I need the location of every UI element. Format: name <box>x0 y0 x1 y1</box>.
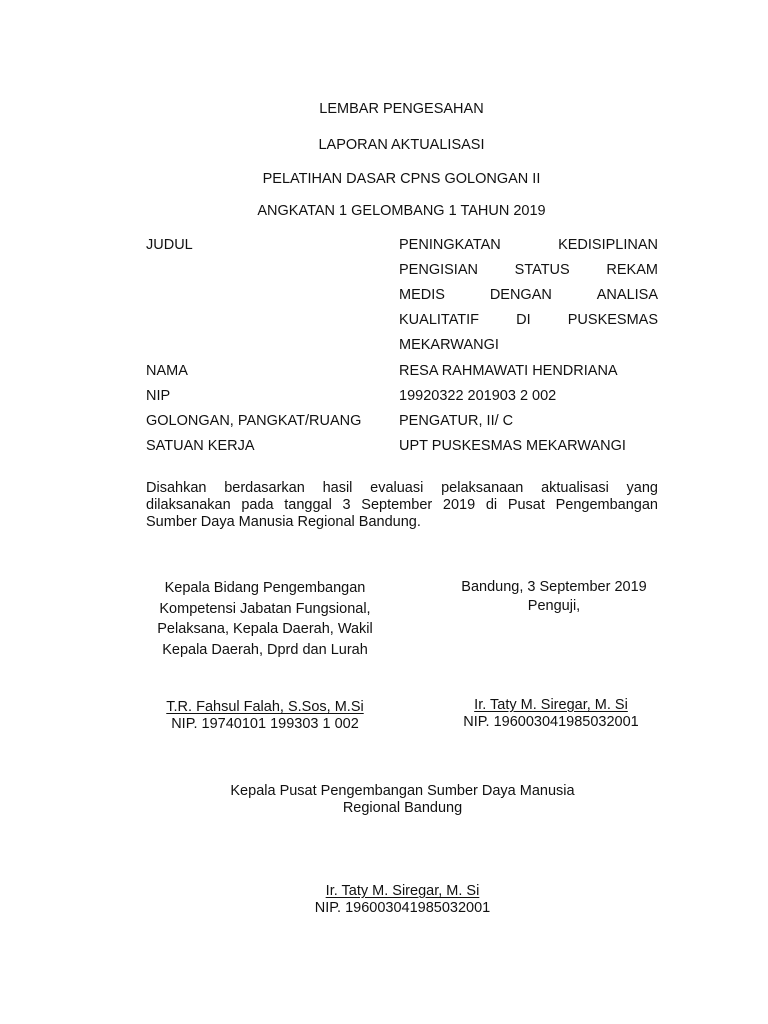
golongan-label: GOLONGAN, PANGKAT/RUANG <box>146 413 362 429</box>
signature-bottom <box>140 883 665 917</box>
signer-role: Penguji, <box>527 598 581 614</box>
statement-paragraph <box>146 480 658 531</box>
judul-word: MEDIS <box>399 287 445 303</box>
signer-nip: NIP. 19740101 199303 1 002 <box>171 716 359 732</box>
signature-left <box>145 699 385 733</box>
judul-word: REKAM <box>606 262 658 278</box>
nip-label: NIP <box>146 388 171 404</box>
batch-info: ANGKATAN 1 GELOMBANG 1 TAHUN 2019 <box>257 203 546 219</box>
satuan-kerja-label: SATUAN KERJA <box>146 438 255 454</box>
statement-line: Sumber Daya Manusia Regional Bandung. <box>146 514 421 530</box>
nip-value: 19920322 201903 2 002 <box>399 388 557 404</box>
statement-line: Disahkan berdasarkan hasil evaluasi pelaksanaan aktualisasi yang <box>146 480 658 496</box>
judul-word: KEDISIPLINAN <box>558 237 658 253</box>
judul-word: STATUS <box>514 262 570 278</box>
signer-name: Ir. Taty M. Siregar, M. Si <box>474 697 628 713</box>
report-type: LAPORAN AKTUALISASI <box>318 137 485 153</box>
nama-label: NAMA <box>146 363 188 379</box>
doc-title: LEMBAR PENGESAHAN <box>319 101 484 117</box>
judul-line-2 <box>399 262 658 278</box>
signature-bottom-title <box>140 783 665 817</box>
judul-word: DENGAN <box>489 287 552 303</box>
judul-word: DI <box>516 312 531 328</box>
signer-name: T.R. Fahsul Falah, S.Sos, M.Si <box>166 699 364 715</box>
title-line: Kepala Bidang Pengembangan <box>164 580 366 596</box>
judul-word: PENINGKATAN <box>399 237 501 253</box>
signature-right-title <box>440 578 668 616</box>
judul-word: PUSKESMAS <box>567 312 658 328</box>
signer-name: Ir. Taty M. Siregar, M. Si <box>325 883 480 899</box>
place-date: Bandung, 3 September 2019 <box>461 579 647 595</box>
judul-line-4 <box>399 312 658 328</box>
golongan-value: PENGATUR, II/ C <box>399 413 514 429</box>
training-name: PELATIHAN DASAR CPNS GOLONGAN II <box>262 171 541 187</box>
title-line: Kepala Daerah, Dprd dan Lurah <box>162 641 368 658</box>
judul-line-1 <box>399 237 658 253</box>
signer-nip: NIP. 196003041985032001 <box>463 714 639 730</box>
nama-value: RESA RAHMAWATI HENDRIANA <box>399 363 618 379</box>
title-line: Pelaksana, Kepala Daerah, Wakil <box>157 621 373 637</box>
title-line: Kepala Pusat Pengembangan Sumber Daya Manusia <box>230 783 575 799</box>
satuan-kerja-value: UPT PUSKESMAS MEKARWANGI <box>399 438 626 454</box>
judul-word: ANALISA <box>596 287 658 303</box>
title-line: Regional Bandung <box>342 800 463 816</box>
signer-nip: NIP. 196003041985032001 <box>314 900 491 916</box>
judul-line-5: MEKARWANGI <box>399 337 499 353</box>
statement-line: dilaksanakan pada tanggal 3 September 2019 di Pusat Pengembangan <box>146 497 658 513</box>
judul-word: PENGISIAN <box>399 262 478 278</box>
signature-right <box>437 697 665 731</box>
signature-left-title <box>145 578 385 660</box>
title-line: Kompetensi Jabatan Fungsional, <box>159 600 371 617</box>
judul-word: KUALITATIF <box>399 312 480 328</box>
judul-line-3 <box>399 287 658 303</box>
judul-label: JUDUL <box>146 237 193 253</box>
